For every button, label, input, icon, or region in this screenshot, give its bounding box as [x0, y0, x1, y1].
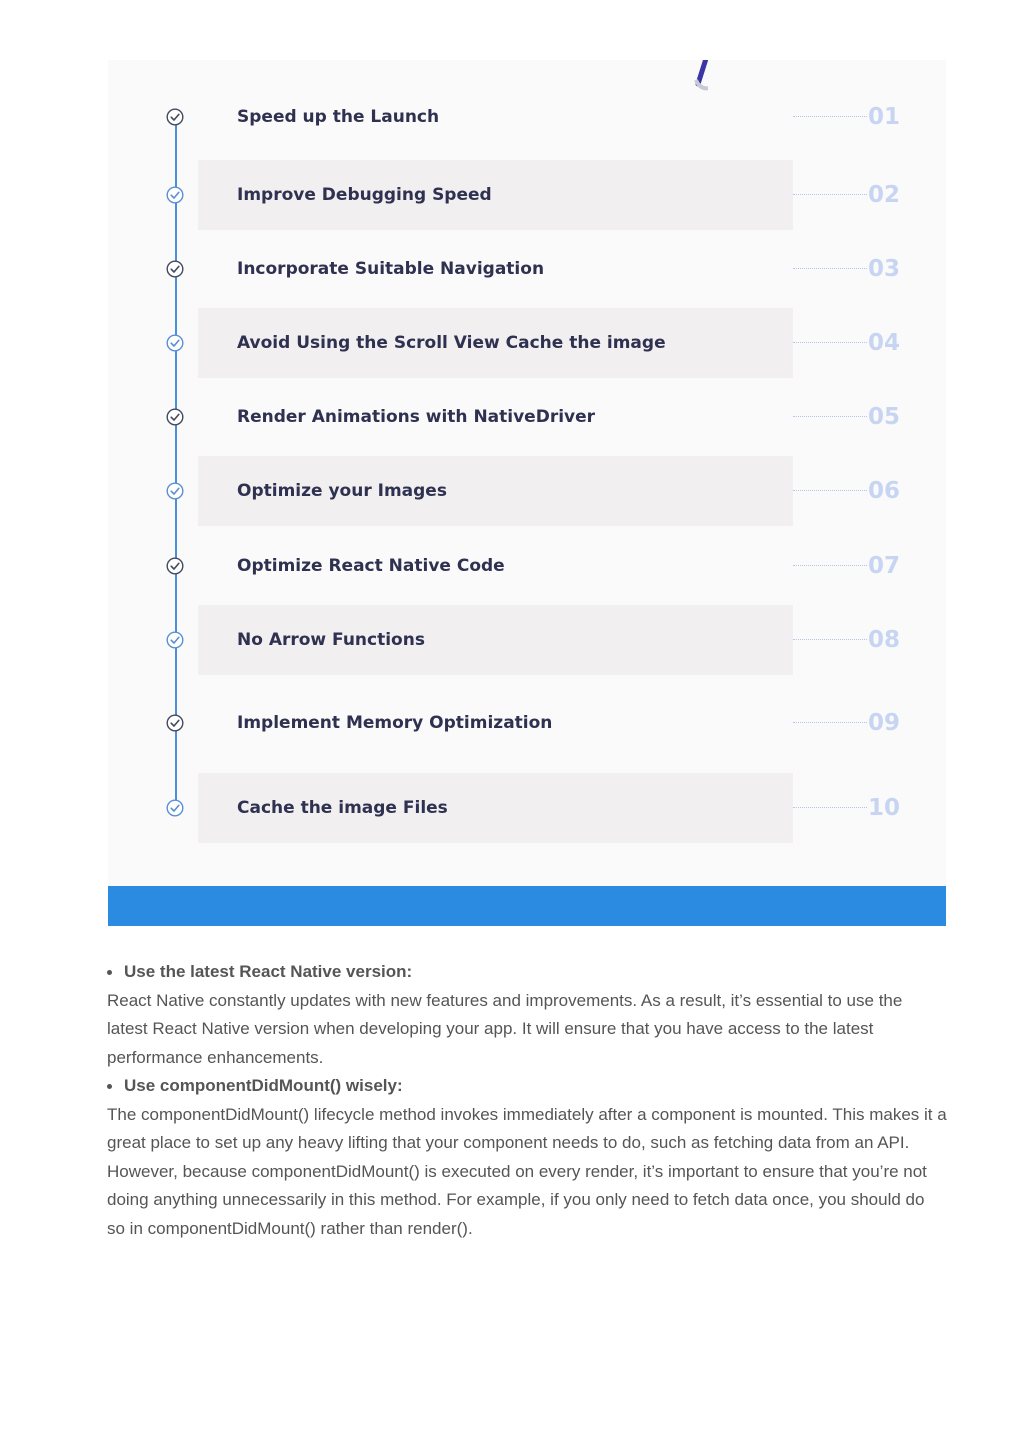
step-row [108, 382, 946, 452]
list-item [107, 1072, 947, 1101]
step-row [108, 160, 946, 230]
paragraph: React Native constantly updates with new features and improvements. As a result, it’s essential to use the latest React Native version when developing your app. It will ensure that you have access to the latest performance enhancements. [107, 990, 903, 1067]
check-circle-icon [166, 714, 184, 732]
step-number: 03 [868, 256, 901, 282]
check-circle-icon [166, 260, 184, 278]
bullet-dot-icon [107, 970, 112, 975]
dotted-leader [793, 194, 867, 195]
paragraph: The componentDidMount() lifecycle method invokes immediately after a component is mounted. This makes it a great place to set up any heavy lifting that your component needs to do, such as fetching data from an API. [107, 1104, 947, 1152]
step-number: 05 [868, 404, 901, 430]
step-label: Cache the image Files [237, 798, 448, 818]
step-number: 07 [868, 553, 901, 579]
step-row [108, 531, 946, 601]
step-number: 10 [868, 795, 901, 821]
dotted-leader [793, 268, 867, 269]
dotted-leader [793, 565, 867, 566]
step-label: No Arrow Functions [237, 630, 425, 650]
dotted-leader [793, 722, 867, 723]
step-number: 06 [868, 478, 901, 504]
dotted-leader [793, 342, 867, 343]
check-circle-icon [166, 631, 184, 649]
article-body [107, 958, 947, 1243]
check-circle-icon [166, 334, 184, 352]
check-circle-icon [166, 108, 184, 126]
check-circle-icon [166, 557, 184, 575]
step-row [108, 308, 946, 378]
step-row [108, 234, 946, 304]
step-number: 02 [868, 182, 901, 208]
step-label: Optimize React Native Code [237, 556, 505, 576]
step-row [108, 688, 946, 758]
dotted-leader [793, 490, 867, 491]
bullet-list-1 [107, 958, 947, 987]
dotted-leader [793, 807, 867, 808]
step-row [108, 605, 946, 675]
step-row [108, 773, 946, 843]
check-circle-icon [166, 482, 184, 500]
step-label: Incorporate Suitable Navigation [237, 259, 545, 279]
dotted-leader [793, 416, 867, 417]
paragraph: However, because componentDidMount() is executed on every render, it’s important to ensure that you’re not doing anything unnecessarily in this method. For example, if you only need to fetch data once, you should do so in componentDidMount() rather than render(). [107, 1161, 927, 1238]
step-label: Speed up the Launch [237, 107, 440, 127]
step-number: 04 [868, 330, 901, 356]
check-circle-icon [166, 186, 184, 204]
step-number: 09 [868, 710, 901, 736]
bullet-list-2 [107, 1072, 947, 1101]
blue-banner-bar [108, 886, 946, 926]
step-label: Render Animations with NativeDriver [237, 407, 596, 427]
dotted-leader [793, 116, 867, 117]
step-label: Avoid Using the Scroll View Cache the image [237, 333, 666, 353]
step-label: Improve Debugging Speed [237, 185, 492, 205]
check-circle-icon [166, 408, 184, 426]
step-number: 08 [868, 627, 901, 653]
step-number: 01 [868, 104, 901, 130]
step-label: Implement Memory Optimization [237, 713, 553, 733]
check-circle-icon [166, 799, 184, 817]
dotted-leader [793, 639, 867, 640]
step-row [108, 82, 946, 152]
step-label: Optimize your Images [237, 481, 447, 501]
bullet-dot-icon [107, 1084, 112, 1089]
step-row [108, 456, 946, 526]
bullet-heading: Use the latest React Native version: [124, 962, 413, 981]
list-item [107, 958, 947, 987]
bullet-heading: Use componentDidMount() wisely: [124, 1076, 403, 1095]
infographic-image [108, 60, 946, 886]
